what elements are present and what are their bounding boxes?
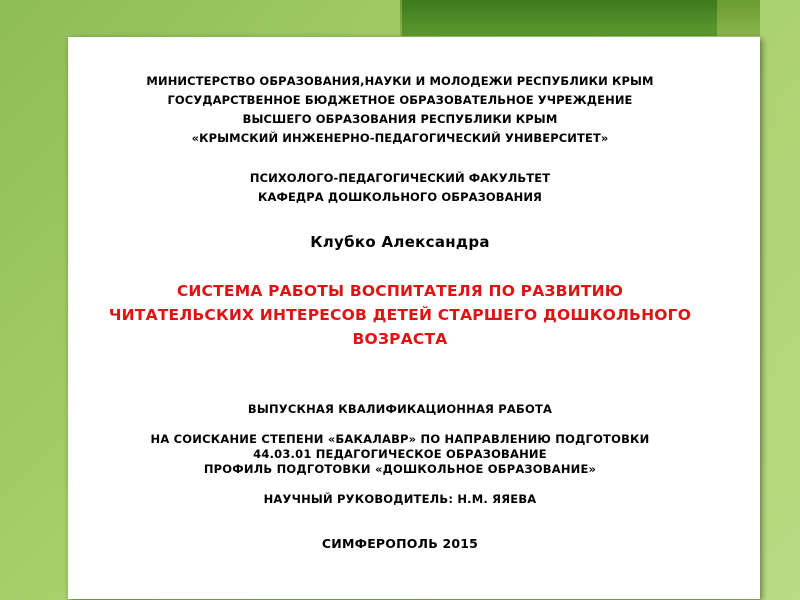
degree-line-2: 44.03.01 ПЕДАГОГИЧЕСКОЕ ОБРАЗОВАНИЕ [253, 447, 547, 461]
thesis-title-line-1: СИСТЕМА РАБОТЫ ВОСПИТАТЕЛЯ ПО РАЗВИТИЮ [176, 282, 624, 300]
faculty-line: ПСИХОЛОГО-ПЕДАГОГИЧЕСКИЙ ФАКУЛЬТЕТ [249, 171, 551, 185]
department-line: КАФЕДРА ДОШКОЛЬНОГО ОБРАЗОВАНИЯ [257, 190, 543, 204]
degree-line-3: ПРОФИЛЬ ПОДГОТОВКИ «ДОШКОЛЬНОЕ ОБРАЗОВАНИЕ» [203, 462, 597, 476]
thesis-title-line-3: ВОЗРАСТА [352, 330, 448, 348]
university-name: «КРЫМСКИЙ ИНЖЕНЕРНО-ПЕДАГОГИЧЕСКИЙ УНИВЕРСИТЕТ» [191, 131, 609, 145]
ministry-line: МИНИСТЕРСТВО ОБРАЗОВАНИЯ,НАУКИ И МОЛОДЕЖИ РЕСПУБЛИКИ КРЫМ [146, 74, 654, 88]
supervisor-line: НАУЧНЫЙ РУКОВОДИТЕЛЬ: Н.М. ЯЯЕВА [263, 492, 537, 506]
institution-line-2: ВЫСШЕГО ОБРАЗОВАНИЯ РЕСПУБЛИКИ КРЫМ [242, 112, 558, 126]
degree-line-1: НА СОИСКАНИЕ СТЕПЕНИ «БАКАЛАВР» ПО НАПРАВЛЕНИЮ ПОДГОТОВКИ [150, 432, 650, 446]
institution-line: ГОСУДАРСТВЕННОЕ БЮДЖЕТНОЕ ОБРАЗОВАТЕЛЬНОЕ УЧРЕЖДЕНИЕ [167, 93, 633, 107]
top-accent-tab [402, 0, 717, 36]
city-year: СИМФЕРОПОЛЬ 2015 [321, 536, 479, 551]
author-name: Клубко Александра [310, 233, 490, 251]
work-type: ВЫПУСКНАЯ КВАЛИФИКАЦИОННАЯ РАБОТА [247, 402, 553, 416]
thesis-title-line-2: ЧИТАТЕЛЬСКИХ ИНТЕРЕСОВ ДЕТЕЙ СТАРШЕГО ДОШКОЛЬНОГО [108, 306, 692, 324]
